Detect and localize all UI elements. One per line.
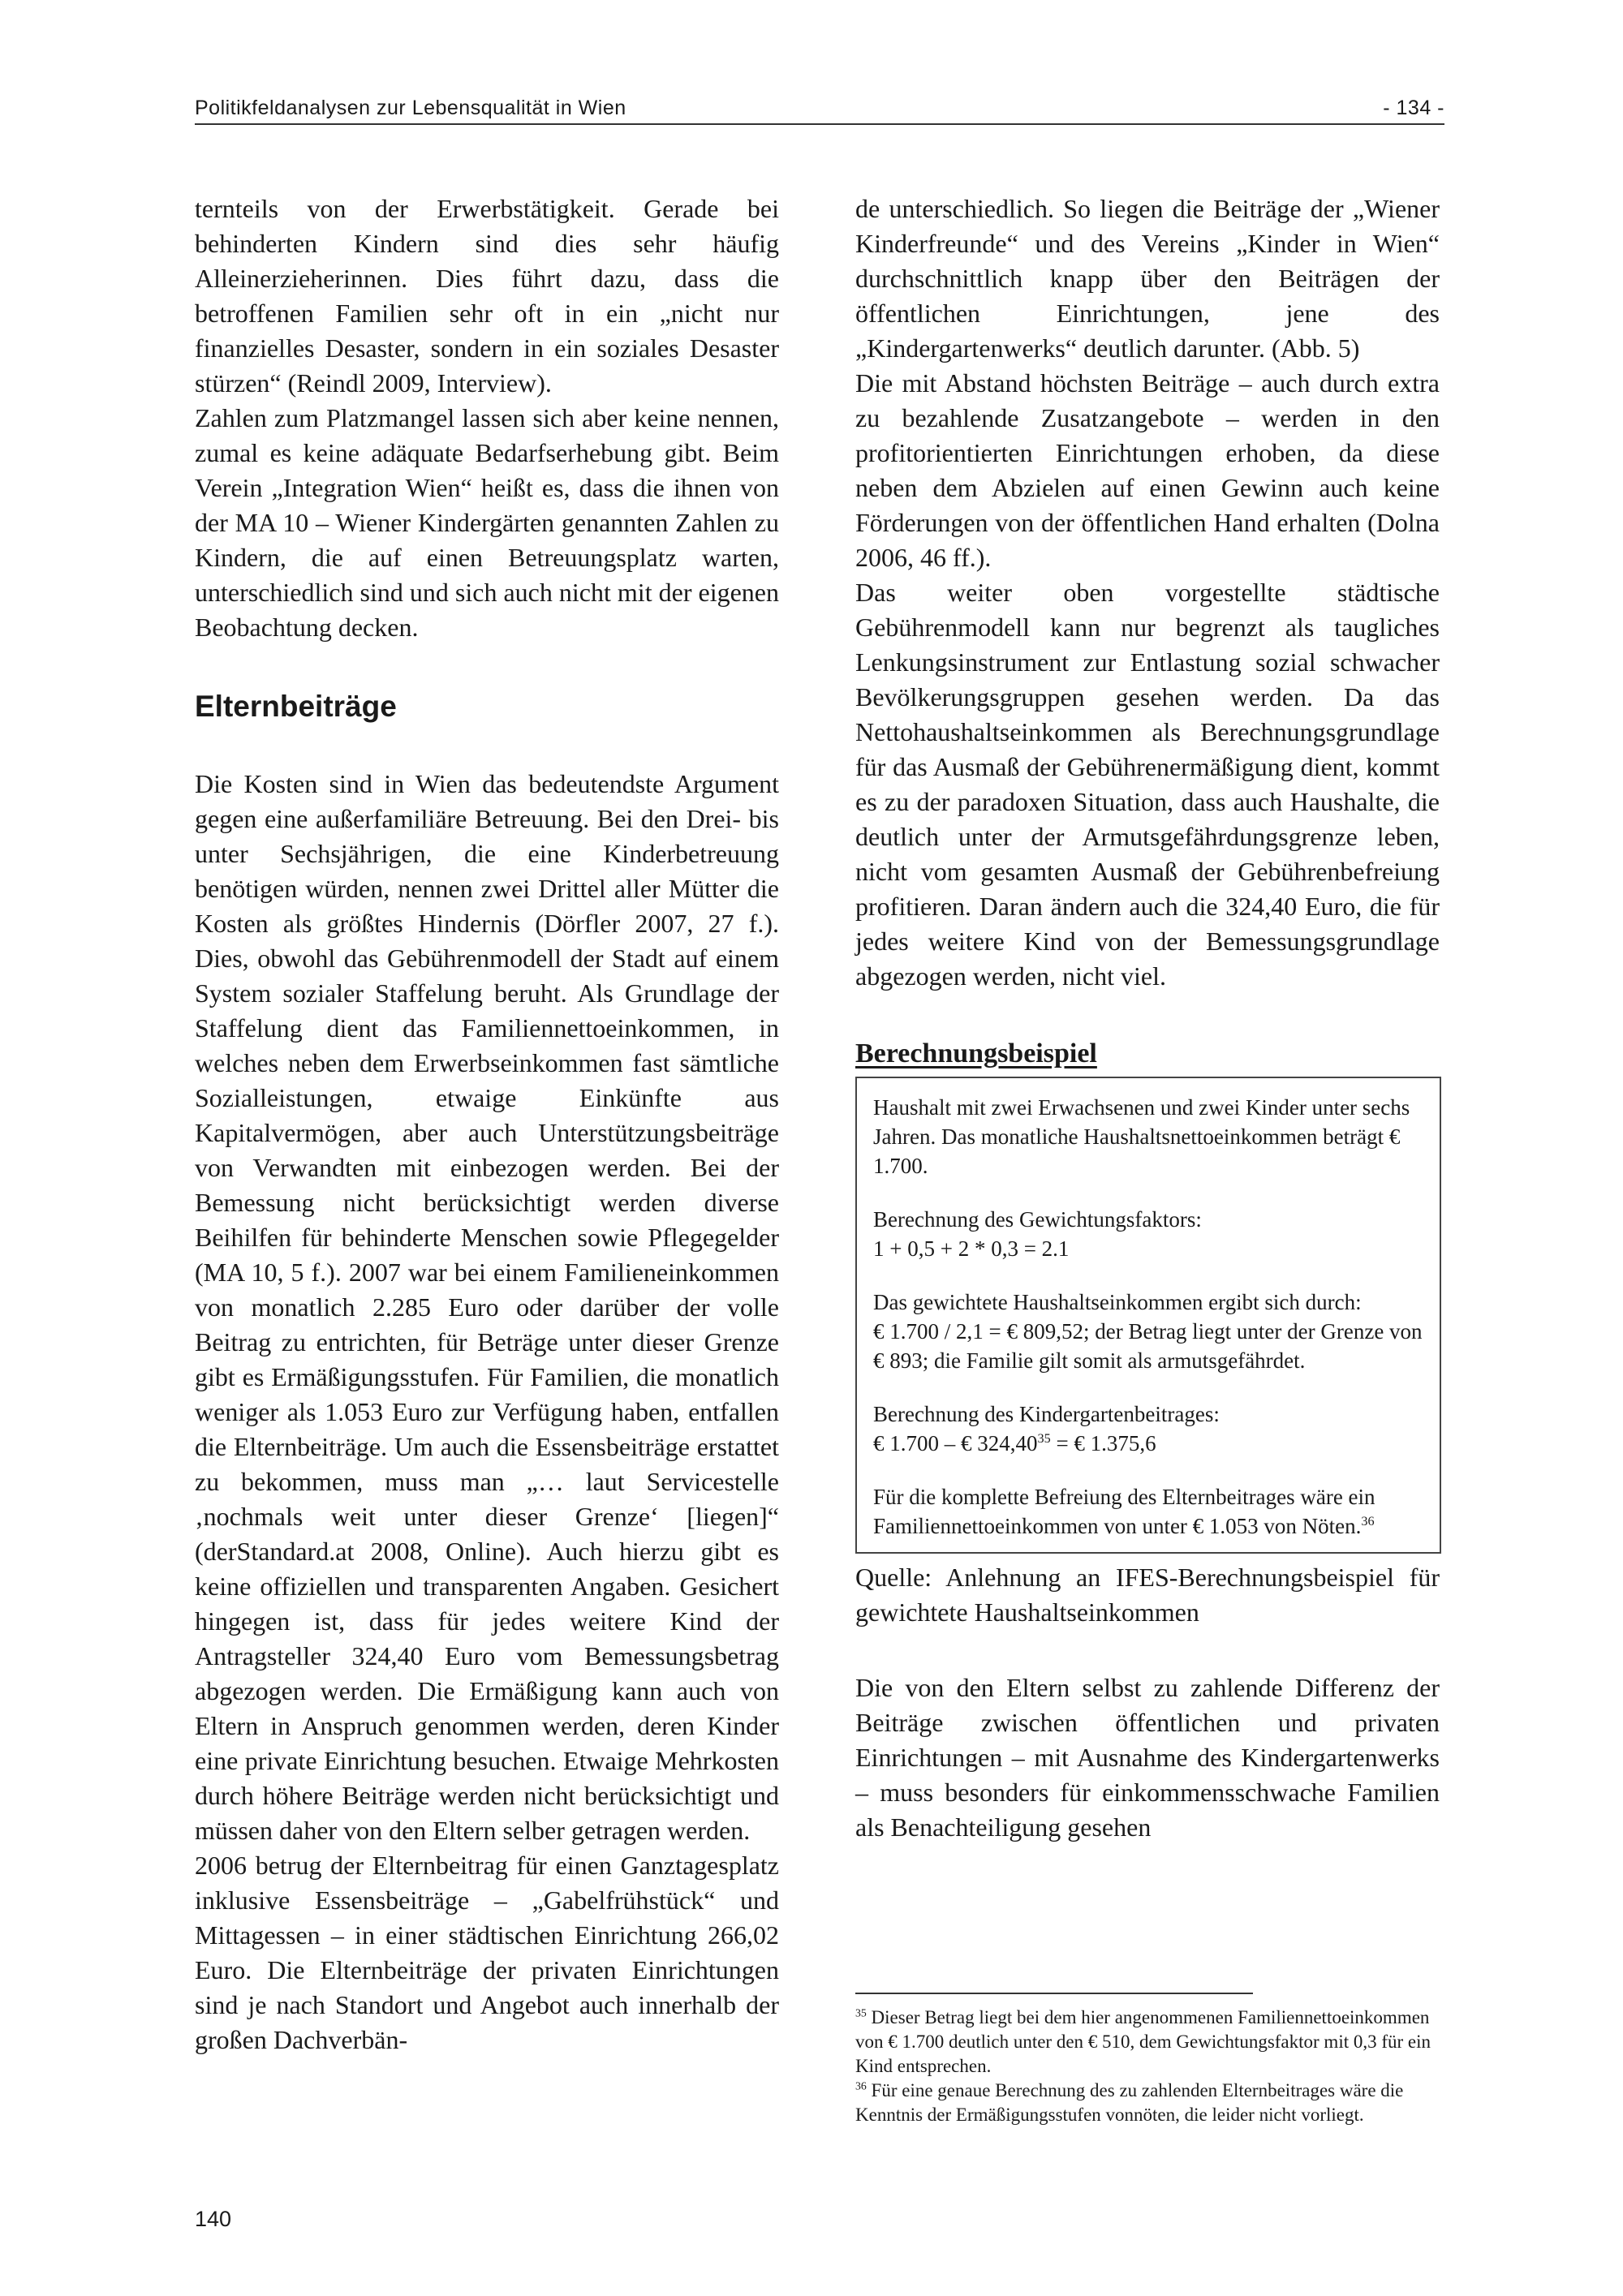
header-page-number: - 134 - <box>1383 97 1444 119</box>
box-weighting-label: Berechnung des Gewichtungsfaktors: <box>873 1207 1202 1232</box>
footnotes <box>855 1993 1440 2127</box>
paragraph: Zahlen zum Platzmangel lassen sich aber keine nennen, zumal es keine adäquate Bedarfserhebung gibt. Beim Verein „Integration Wien“ heißt es, dass die ihnen von der MA 10 – Wiener Kindergärten genannten Zahlen zu Kindern, die auf einen Betreuungsplatz warten, unterschiedlich sind und sich auch nicht mit der eigenen Beobachtung decken. <box>195 403 779 642</box>
paragraph: 2006 betrug der Elternbeitrag für einen Ganztagesplatz inklusive Essensbeiträge – „Gabelfrühstück“ und Mittagessen – in einer städtischen Einrichtung 266,02 Euro. Die Elternbeiträge der privaten Einrichtungen sind je nach Standort und Angebot auch innerhalb der großen Dachverbän- <box>195 1851 779 2054</box>
footnote-35 <box>855 2006 1440 2079</box>
section-heading: Elternbeiträge <box>195 690 397 723</box>
footnote-ref-35[interactable]: 35 <box>1037 1431 1051 1446</box>
box-fee-block <box>873 1400 1423 1458</box>
footnote-text: Für eine genaue Berechnung des zu zahlenden Elternbeitrages wäre die Kenntnis der Ermäßigungsstufen vonnöten, die leider nicht vorliegt. <box>855 2080 1404 2125</box>
box-source-caption: Quelle: Anlehnung an IFES-Berechnungsbeispiel für gewichtete Haushaltseinkommen <box>855 1563 1440 1627</box>
running-header <box>195 96 1444 125</box>
box-weighting-formula: 1 + 0,5 + 2 * 0,3 = 2.1 <box>873 1236 1070 1261</box>
box-weighting-block <box>873 1205 1423 1263</box>
calculation-example-box <box>855 1077 1441 1554</box>
box-fee-label: Berechnung des Kindergartenbeitrages: <box>873 1402 1220 1426</box>
paragraph: Die von den Eltern selbst zu zahlende Differenz der Beiträge zwischen öffentlichen und privaten Einrichtungen – mit Ausnahme des Kindergartenwerks – muss besonders für einkommensschwache Familien als Benachteiligung gesehen <box>855 1673 1440 1842</box>
footnote-number: 36 <box>855 2079 867 2092</box>
example-heading: Berechnungsbeispiel <box>855 1038 1097 1068</box>
footnote-number: 35 <box>855 2006 867 2019</box>
box-exemption-block <box>873 1482 1423 1541</box>
paragraph: de unterschiedlich. So liegen die Beiträge der „Wiener Kinderfreunde“ und des Vereins „Kinder in Wien“ durchschnittlich knapp über den Beiträgen der öffentlichen Einrichtungen, jene des „Kindergartenwerks“ deutlich darunter. (Abb. 5) <box>855 194 1440 363</box>
box-exemption-text: Für die komplette Befreiung des Elternbeitrages wäre ein Familiennettoeinkommen von unter € 1.053 von Nöten. <box>873 1485 1375 1538</box>
box-income-block <box>873 1288 1423 1375</box>
box-fee-formula-b: = € 1.375,6 <box>1050 1431 1156 1455</box>
page-number: 140 <box>195 2207 232 2231</box>
header-title: Politikfeldanalysen zur Lebensqualität in Wien <box>195 97 626 119</box>
left-column <box>195 191 779 2057</box>
paragraph: Das weiter oben vorgestellte städtische Gebührenmodell kann nur begrenzt als taugliches Lenkungsinstrument zur Entlastung sozial schwacher Bevölkerungsgruppen gesehen werden. Da das Nettohaushaltseinkommen als Berechnungsgrundlage für das Ausmaß der Gebührenermäßigung dient, kommt es zu der paradoxen Situation, dass auch Haushalte, die deutlich unter der Armutsgefährdungsgrenze leben, nicht vom gesamten Ausmaß der Gebührenbefreiung profitieren. Daran ändern auch die 324,40 Euro, die für jedes weitere Kind von der Bemessungsgrundlage abgezogen werden, nicht viel. <box>855 578 1440 991</box>
footnote-36 <box>855 2079 1440 2127</box>
footnote-text: Dieser Betrag liegt bei dem hier angenommenen Familiennettoeinkommen von € 1.700 deutlich unter den € 510, dem Gewichtungsfaktor mit 0,3 für ein Kind entsprechen. <box>855 2007 1431 2076</box>
paragraph: ternteils von der Erwerbstätigkeit. Gerade bei behinderten Kindern sind dies sehr häufig Alleinerzieherinnen. Dies führt dazu, dass die betroffenen Familien sehr oft in ein „nicht nur finanzielles Desaster, sondern in ein soziales Desaster stürzen“ (Reindl 2009, Interview). <box>195 194 779 398</box>
box-household-text: Haushalt mit zwei Erwachsenen und zwei Kinder unter sechs Jahren. Das monatliche Haushaltsnettoeinkommen beträgt € 1.700. <box>873 1095 1410 1178</box>
paragraph: Die mit Abstand höchsten Beiträge – auch durch extra zu bezahlende Zusatzangebote – werden in den profitorientierten Einrichtungen erhoben, da diese neben dem Abzielen auf einen Gewinn auch keine Förderungen von der öffentlichen Hand erhalten (Dolna 2006, 46 ff.). <box>855 368 1440 572</box>
box-income-text: € 1.700 / 2,1 = € 809,52; der Betrag liegt unter der Grenze von € 893; die Familie gilt somit als armutsgefährdet. <box>873 1319 1423 1373</box>
right-column <box>855 191 1440 1845</box>
footnote-ref-36[interactable]: 36 <box>1361 1514 1375 1529</box>
paragraph: Die Kosten sind in Wien das bedeutendste Argument gegen eine außerfamiliäre Betreuung. Bei den Drei- bis unter Sechsjährigen, die eine Kinderbetreuung benötigen würden, nennen zwei Drittel aller Mütter die Kosten als größtes Hindernis (Dörfler 2007, 27 f.). Dies, obwohl das Gebührenmodell der Stadt auf einem System sozialer Staffelung beruht. Als Grundlage der Staffelung dient das Familiennettoeinkommen, in welches neben dem Erwerbseinkommen fast sämtliche Sozialleistungen, etwaige Einkünfte aus Kapitalvermögen, aber auch Unterstützungsbeiträge von Verwandten mit einbezogen werden. Bei der Bemessung nicht berücksichtigt werden diverse Beihilfen für behinderte Menschen sowie Pflegegelder (MA 10, 5 f.). 2007 war bei einem Familieneinkommen von monatlich 2.285 Euro oder darüber der volle Beitrag zu entrichten, für Beträge unter dieser Grenze gibt es Ermäßigungsstufen. Für Familien, die monatlich weniger als 1.053 Euro zur Verfügung haben, entfallen die Elternbeiträge. Um auch die Essensbeiträge erstattet zu bekommen, muss man „… laut Servicestelle ‚nochmals weit unter dieser Grenze‘ [liegen]“ (derStandard.at 2008, Online). Auch hierzu gibt es keine offiziellen und transparenten Angaben. Gesichert hingegen ist, dass für jedes weitere Kind der Antragsteller 324,40 Euro vom Bemessungsbetrag abgezogen werden. Die Ermäßigung kann auch von Eltern in Anspruch genommen werden, deren Kinder eine private Einrichtung besuchen. Etwaige Mehrkosten durch höhere Beiträge werden nicht berücksichtigt und müssen daher von den Eltern selber getragen werden. <box>195 769 779 1845</box>
box-fee-formula-a: € 1.700 – € 324,40 <box>873 1431 1038 1455</box>
footnote-divider <box>855 1993 1253 1994</box>
box-income-label: Das gewichtete Haushaltseinkommen ergibt sich durch: <box>873 1290 1362 1314</box>
